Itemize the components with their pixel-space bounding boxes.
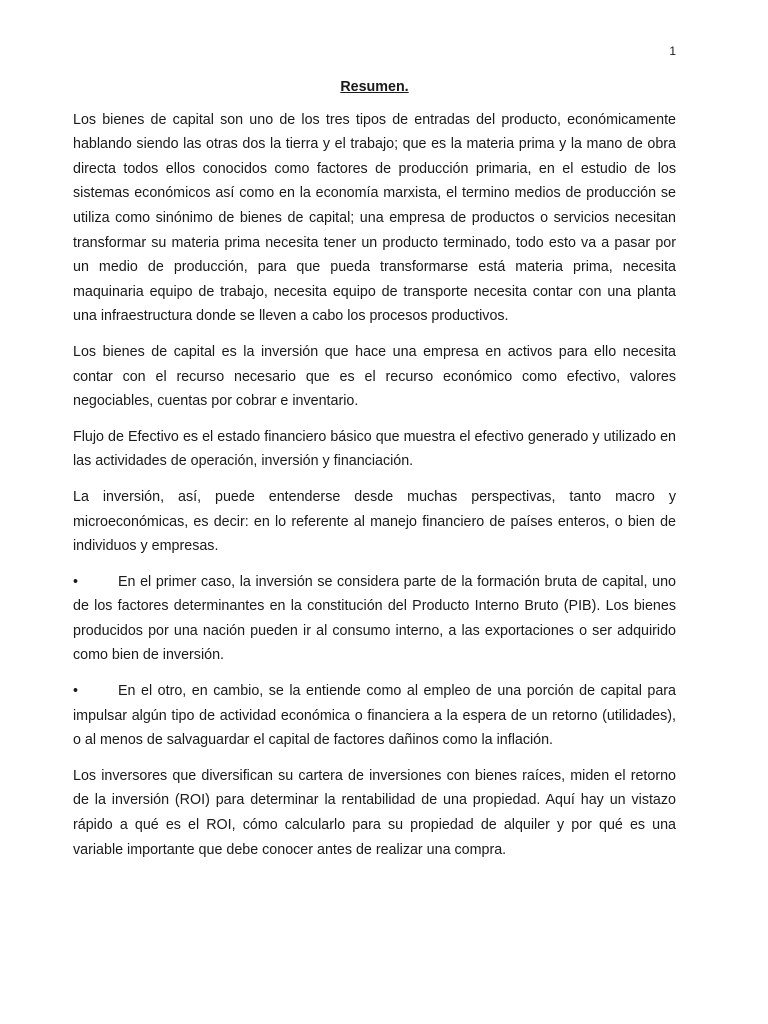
bullet-marker: • (73, 683, 79, 700)
bullet-marker: • (73, 573, 79, 590)
document-body (73, 75, 676, 873)
paragraph-bienes-de-capital: Los bienes de capital son uno de los tres tipos de entradas del producto, económicamente hablando siendo las otras dos la tierra y el trabajo; que es la materia prima y la mano de obra directa todos ellos conocidos como factores de producción primaria, en el estudio de los sistemas económicos así como en la economía marxista, el termino medios de producción se utiliza como sinónimo de bienes de capital; una empresa de productos o servicios necesitan transformar su materia prima necesita tener un producto terminado, todo esto va a pasar por un medio de producción, para que pueda transformarse está materia prima, necesita maquinaria equipo de trabajo, necesita equipo de transporte necesita contar con una planta una infraestructura donde se lleven a cabo los procesos productivos. (73, 111, 676, 325)
bullet-item-otro-caso (73, 679, 676, 753)
page-number: 1 (669, 44, 676, 58)
paragraph-roi: Los inversores que diversifican su cartera de inversiones con bienes raíces, miden el retorno de la inversión (ROI) para determinar la rentabilidad de una propiedad. Aquí hay un vistazo rápido a qué es el ROI, cómo calcularlo para su propiedad de alquiler y por qué es una variable importante que debe conocer antes de realizar una compra. (73, 767, 676, 858)
bullet-text: En el otro, en cambio, se la entiende como al empleo de una porción de capital para impulsar algún tipo de actividad económica o financiera a la espera de un retorno (utilidades), o al menos de salvaguardar el capital de factores dañinos como la inflación. (73, 683, 676, 749)
paragraph-inversion-activos: Los bienes de capital es la inversión que hace una empresa en activos para ello necesita contar con el recurso necesario que es el recurso económico como efectivo, valores negociables, cuentas por cobrar e inventario. (73, 343, 676, 410)
document-title: Resumen. (340, 79, 409, 95)
paragraph-perspectivas-inversion: La inversión, así, puede entenderse desde muchas perspectivas, tanto macro y microeconómicas, es decir: en lo referente al manejo financiero de países enteros, o bien de individuos y empresas. (73, 488, 676, 555)
bullet-text: En el primer caso, la inversión se considera parte de la formación bruta de capital, uno de los factores determinantes en la constitución del Producto Interno Bruto (PIB). Los bienes producidos por una nación pueden ir al consumo interno, a las exportaciones o ser adquirido como bien de inversión. (73, 573, 676, 664)
bullet-item-primer-caso (73, 570, 676, 668)
paragraph-flujo-de-efectivo: Flujo de Efectivo es el estado financiero básico que muestra el efectivo generado y utilizado en las actividades de operación, inversión y financiación. (73, 428, 676, 470)
